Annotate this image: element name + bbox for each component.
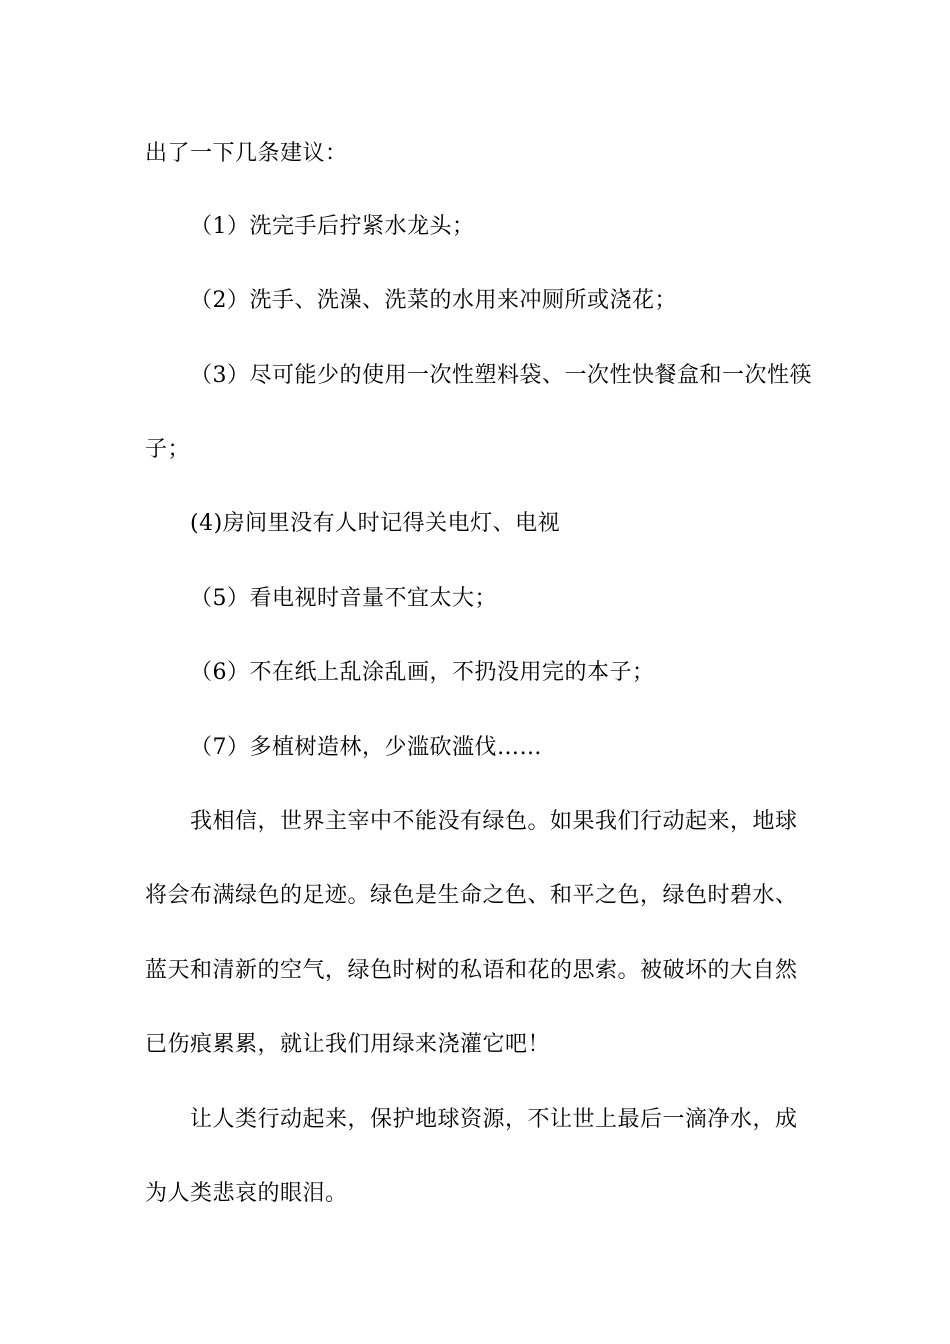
paragraph-line: 为人类悲哀的眼泪。 [145, 1181, 348, 1206]
list-item: (4)房间里没有人时记得关电灯、电视 [190, 511, 561, 536]
list-item: （3）尽可能少的使用一次性塑料袋、一次性快餐盒和一次性筷 [190, 363, 812, 388]
paragraph-line: 蓝天和清新的空气，绿色时树的私语和花的思索。被破坏的大自然 [145, 958, 798, 983]
text-line: 子； [145, 437, 191, 462]
list-item: （7）多植树造林，少滥砍滥伐…… [190, 735, 542, 760]
list-item: （6）不在纸上乱涂乱画，不扔没用完的本子； [190, 660, 655, 685]
list-item: （5）看电视时音量不宜太大； [190, 586, 497, 611]
list-item: （1）洗完手后拧紧水龙头； [190, 214, 475, 239]
text-line: 出了一下几条建议： [145, 141, 348, 166]
paragraph-line: 将会布满绿色的足迹。绿色是生命之色、和平之色，绿色时碧水、 [145, 883, 798, 908]
paragraph-line: 让人类行动起来，保护地球资源，不让世上最后一滴净水，成 [190, 1107, 798, 1132]
list-item: （2）洗手、洗澡、洗菜的水用来冲厕所或浇花； [190, 288, 677, 313]
paragraph-line: 已伤痕累累，就让我们用绿来浇灌它吧！ [145, 1032, 551, 1057]
paragraph-line: 我相信，世界主宰中不能没有绿色。如果我们行动起来，地球 [190, 809, 798, 834]
